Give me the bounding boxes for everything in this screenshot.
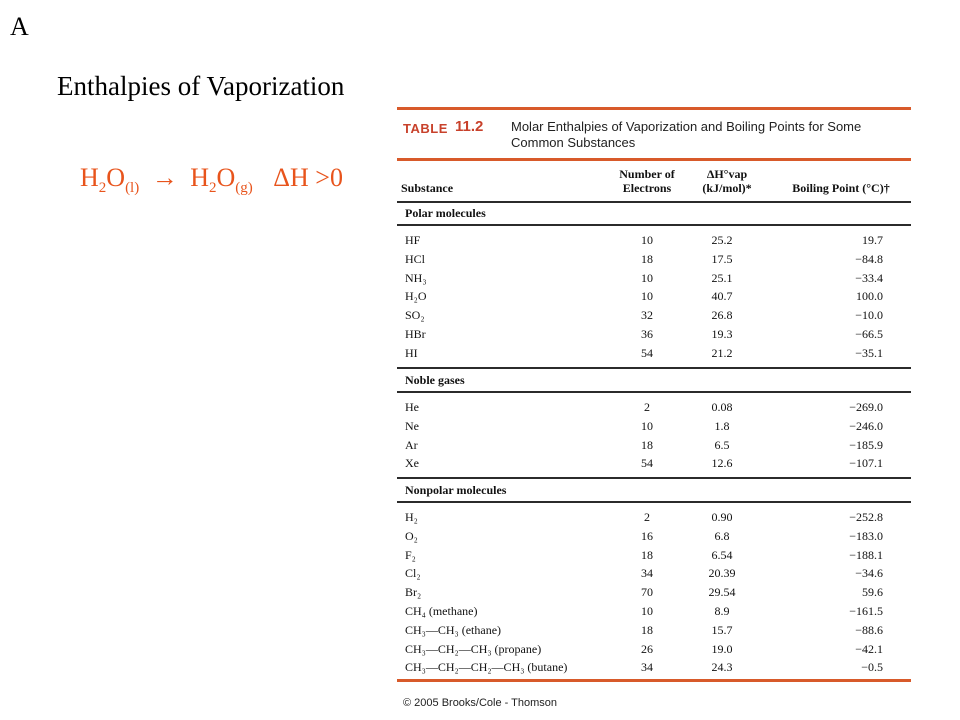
electrons-cell: 10	[641, 289, 653, 304]
electrons-cell: 54	[641, 345, 653, 360]
enthalpy-cell: 6.8	[714, 528, 730, 543]
electrons-cell: 18	[641, 251, 653, 266]
boiling-point-cell: −107.1	[849, 456, 883, 471]
boiling-point-cell: −66.5	[855, 327, 883, 341]
table-row	[397, 400, 911, 418]
table-row	[397, 419, 911, 437]
substance-cell: H₂	[405, 510, 418, 524]
substance-cell: H₂O	[405, 289, 427, 304]
slide-title: Enthalpies of Vaporization	[57, 71, 345, 101]
enthalpy-cell: 21.2	[711, 345, 733, 360]
col-electrons-line2: Electrons	[622, 181, 672, 195]
substance-cell: Cl₂	[405, 566, 421, 581]
table-number: 11.2	[455, 118, 484, 135]
data-table-panel	[397, 107, 911, 682]
table-row	[397, 548, 911, 566]
reactant-state: (l)	[125, 180, 140, 196]
electrons-cell: 16	[641, 528, 653, 543]
enthalpy-cell: 6.5	[714, 437, 730, 452]
substance-cell: CH₃—CH₂—CH₃ (propane)	[405, 641, 542, 656]
copyright-notice: © 2005 Brooks/Cole - Thomson	[403, 697, 558, 709]
table-row	[397, 289, 911, 307]
table-row	[397, 510, 911, 528]
substance-cell: NH₃	[405, 270, 427, 285]
boiling-point-cell: −35.1	[855, 345, 883, 360]
enthalpy-cell: 15.7	[711, 622, 733, 637]
table-top-rule	[397, 107, 911, 110]
table-row	[397, 660, 911, 678]
caption-rule	[397, 158, 911, 161]
section-rule	[397, 391, 911, 393]
product-subscript: 2	[209, 180, 217, 196]
substance-cell: He	[405, 400, 419, 414]
enthalpy-cell: 1.8	[714, 418, 730, 433]
enthalpy-cell: 19.0	[711, 641, 733, 656]
column-header-rule	[397, 201, 911, 203]
reactant-h: H	[80, 163, 99, 192]
electrons-cell: 26	[641, 641, 653, 656]
reaction-arrow: →	[151, 163, 178, 192]
enthalpy-cell: 0.08	[711, 400, 733, 414]
boiling-point-cell: −33.4	[855, 270, 883, 285]
table-row	[397, 252, 911, 270]
boiling-point-cell: −42.1	[855, 641, 883, 656]
electrons-cell: 10	[641, 418, 653, 433]
section-heading: Nonpolar molecules	[405, 483, 507, 497]
slide-letter: A	[10, 12, 29, 41]
electrons-cell: 10	[641, 270, 653, 285]
boiling-point-cell: −161.5	[849, 604, 883, 618]
electrons-cell: 18	[641, 547, 653, 562]
boiling-point-cell: −10.0	[855, 308, 883, 323]
section-heading: Noble gases	[405, 373, 465, 387]
electrons-cell: 54	[641, 456, 653, 471]
table-row	[397, 642, 911, 660]
enthalpy-cell: 29.54	[708, 585, 736, 600]
electrons-cell: 36	[641, 327, 653, 341]
enthalpy-condition: ΔH >0	[273, 163, 343, 192]
enthalpy-cell: 8.9	[714, 604, 730, 618]
enthalpy-cell: 20.39	[708, 566, 736, 581]
boiling-point-cell: 100.0	[856, 289, 883, 304]
product-o: O	[216, 163, 236, 192]
substance-cell: Xe	[405, 456, 419, 471]
enthalpy-cell: 19.3	[711, 327, 733, 341]
substance-cell: HF	[405, 233, 421, 247]
section-heading: Polar molecules	[405, 206, 486, 220]
boiling-point-cell: −183.0	[849, 528, 883, 543]
electrons-cell: 70	[641, 585, 653, 600]
electrons-cell: 2	[644, 400, 650, 414]
enthalpy-cell: 0.90	[711, 510, 733, 524]
section-rule	[397, 501, 911, 503]
table-row	[397, 585, 911, 603]
table-caption: Molar Enthalpies of Vaporization and Boiling Points for Some Common Substances	[511, 119, 862, 150]
table-header	[403, 119, 911, 159]
substance-cell: HBr	[405, 327, 426, 341]
substance-cell: CH₃—CH₃ (ethane)	[405, 622, 502, 637]
table-row	[397, 529, 911, 547]
substance-cell: CH₃—CH₂—CH₂—CH₃ (butane)	[405, 660, 568, 675]
boiling-point-cell: −188.1	[849, 547, 883, 562]
col-enthalpy-line1: ΔH°vap	[706, 167, 748, 181]
section-end-rule	[397, 367, 911, 369]
boiling-point-cell: −84.8	[855, 251, 883, 266]
reactant-o: O	[106, 163, 126, 192]
col-enthalpy	[687, 167, 767, 195]
boiling-point-cell: −0.5	[861, 660, 883, 675]
product-h: H	[190, 163, 210, 192]
electrons-cell: 34	[641, 566, 653, 581]
boiling-point-cell: −269.0	[849, 400, 883, 414]
boiling-point-cell: −88.6	[855, 622, 883, 637]
substance-cell: HI	[405, 345, 418, 360]
enthalpy-cell: 6.54	[711, 547, 733, 562]
col-enthalpy-line2: (kJ/mol)*	[702, 181, 752, 195]
table-row	[397, 456, 911, 474]
boiling-point-cell: −252.8	[849, 510, 883, 524]
electrons-cell: 34	[641, 660, 653, 675]
substance-cell: HCl	[405, 251, 426, 266]
substance-cell: F₂	[405, 547, 416, 562]
table-row	[397, 438, 911, 456]
boiling-point-cell: 59.6	[862, 585, 883, 600]
col-substance: Substance	[401, 181, 454, 195]
table-row	[397, 308, 911, 326]
electrons-cell: 18	[641, 622, 653, 637]
boiling-point-cell: −246.0	[849, 418, 883, 433]
enthalpy-cell: 24.3	[711, 660, 733, 675]
table-row	[397, 623, 911, 641]
table-row	[397, 327, 911, 345]
boiling-point-cell: 19.7	[862, 233, 883, 247]
electrons-cell: 2	[644, 510, 650, 524]
section-rule	[397, 224, 911, 226]
table-bottom-rule	[397, 679, 911, 682]
substance-cell: O₂	[405, 528, 418, 543]
boiling-point-cell: −34.6	[855, 566, 883, 581]
substance-cell: SO₂	[405, 308, 425, 323]
substance-cell: Br₂	[405, 585, 422, 600]
enthalpy-cell: 26.8	[711, 308, 733, 323]
table-row	[397, 566, 911, 584]
enthalpy-cell: 25.2	[711, 233, 733, 247]
electrons-cell: 10	[641, 604, 653, 618]
boiling-point-cell: −185.9	[849, 437, 883, 452]
substance-cell: Ne	[405, 418, 419, 433]
substance-cell: Ar	[405, 437, 418, 452]
enthalpy-cell: 17.5	[711, 251, 733, 266]
electrons-cell: 10	[641, 233, 653, 247]
substance-cell: CH₄ (methane)	[405, 604, 478, 618]
table-label: TABLE	[403, 121, 448, 136]
table-row	[397, 233, 911, 251]
section-end-rule	[397, 477, 911, 479]
reactant-subscript: 2	[98, 180, 107, 196]
product-state: (g)	[235, 180, 253, 196]
table-row	[397, 604, 911, 622]
vaporization-equation	[80, 163, 343, 196]
electrons-cell: 18	[641, 437, 653, 452]
electrons-cell: 32	[641, 308, 653, 323]
col-electrons	[609, 167, 685, 195]
table-row	[397, 271, 911, 289]
enthalpy-cell: 12.6	[711, 456, 733, 471]
table-row	[397, 346, 911, 364]
col-electrons-line1: Number of	[619, 167, 675, 181]
enthalpy-cell: 40.7	[711, 289, 733, 304]
col-boiling-point: Boiling Point (°C)†	[792, 181, 890, 195]
enthalpy-cell: 25.1	[711, 270, 733, 285]
